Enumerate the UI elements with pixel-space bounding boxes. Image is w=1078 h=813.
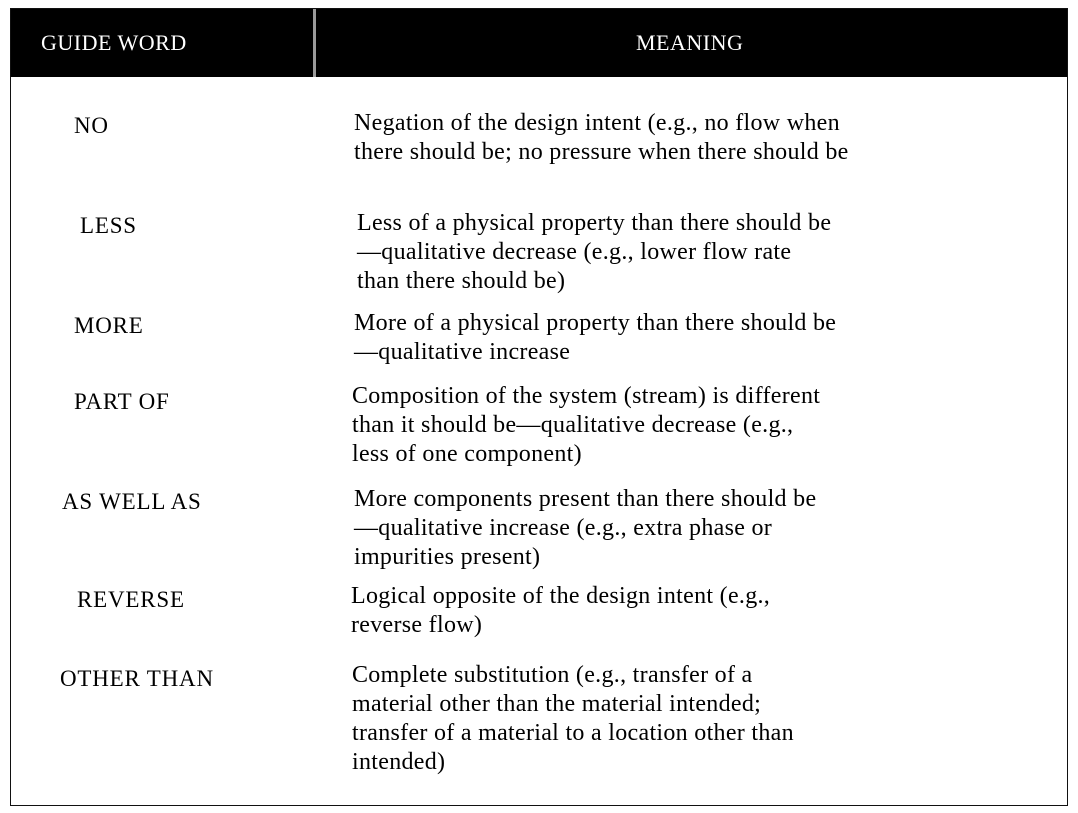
row-less-meaning: Less of a physical property than there should be —qualitative decrease (e.g., lower flow rate than there should be) [357,210,832,294]
row-as-well-as-word: AS WELL AS [62,489,202,514]
row-no-word: NO [74,113,109,138]
row-less-word: LESS [80,213,137,238]
row-more-word: MORE [74,313,144,338]
row-other-than-meaning: Complete substitution (e.g., transfer of a material other than the material intended; transfer of a material to a location other than intended) [352,662,794,775]
guide-word-table [10,8,1068,806]
table-header [11,9,1067,77]
row-no-meaning: Negation of the design intent (e.g., no flow when there should be; no pressure when there should be [354,110,849,165]
row-reverse-meaning: Logical opposite of the design intent (e.g., reverse flow) [351,583,771,638]
row-part-of-meaning: Composition of the system (stream) is different than it should be—qualitative decrease (e.g., less of one component) [352,383,821,467]
header-meaning: MEANING [636,30,744,55]
row-reverse-word: REVERSE [77,587,185,612]
row-as-well-as-meaning: More components present than there should be —qualitative increase (e.g., extra phase or impurities present) [354,486,817,570]
header-divider [313,9,316,77]
row-other-than-word: OTHER THAN [60,666,214,691]
row-part-of-word: PART OF [74,389,170,414]
header-guide-word: GUIDE WORD [41,30,187,55]
row-more-meaning: More of a physical property than there should be —qualitative increase [354,310,837,365]
